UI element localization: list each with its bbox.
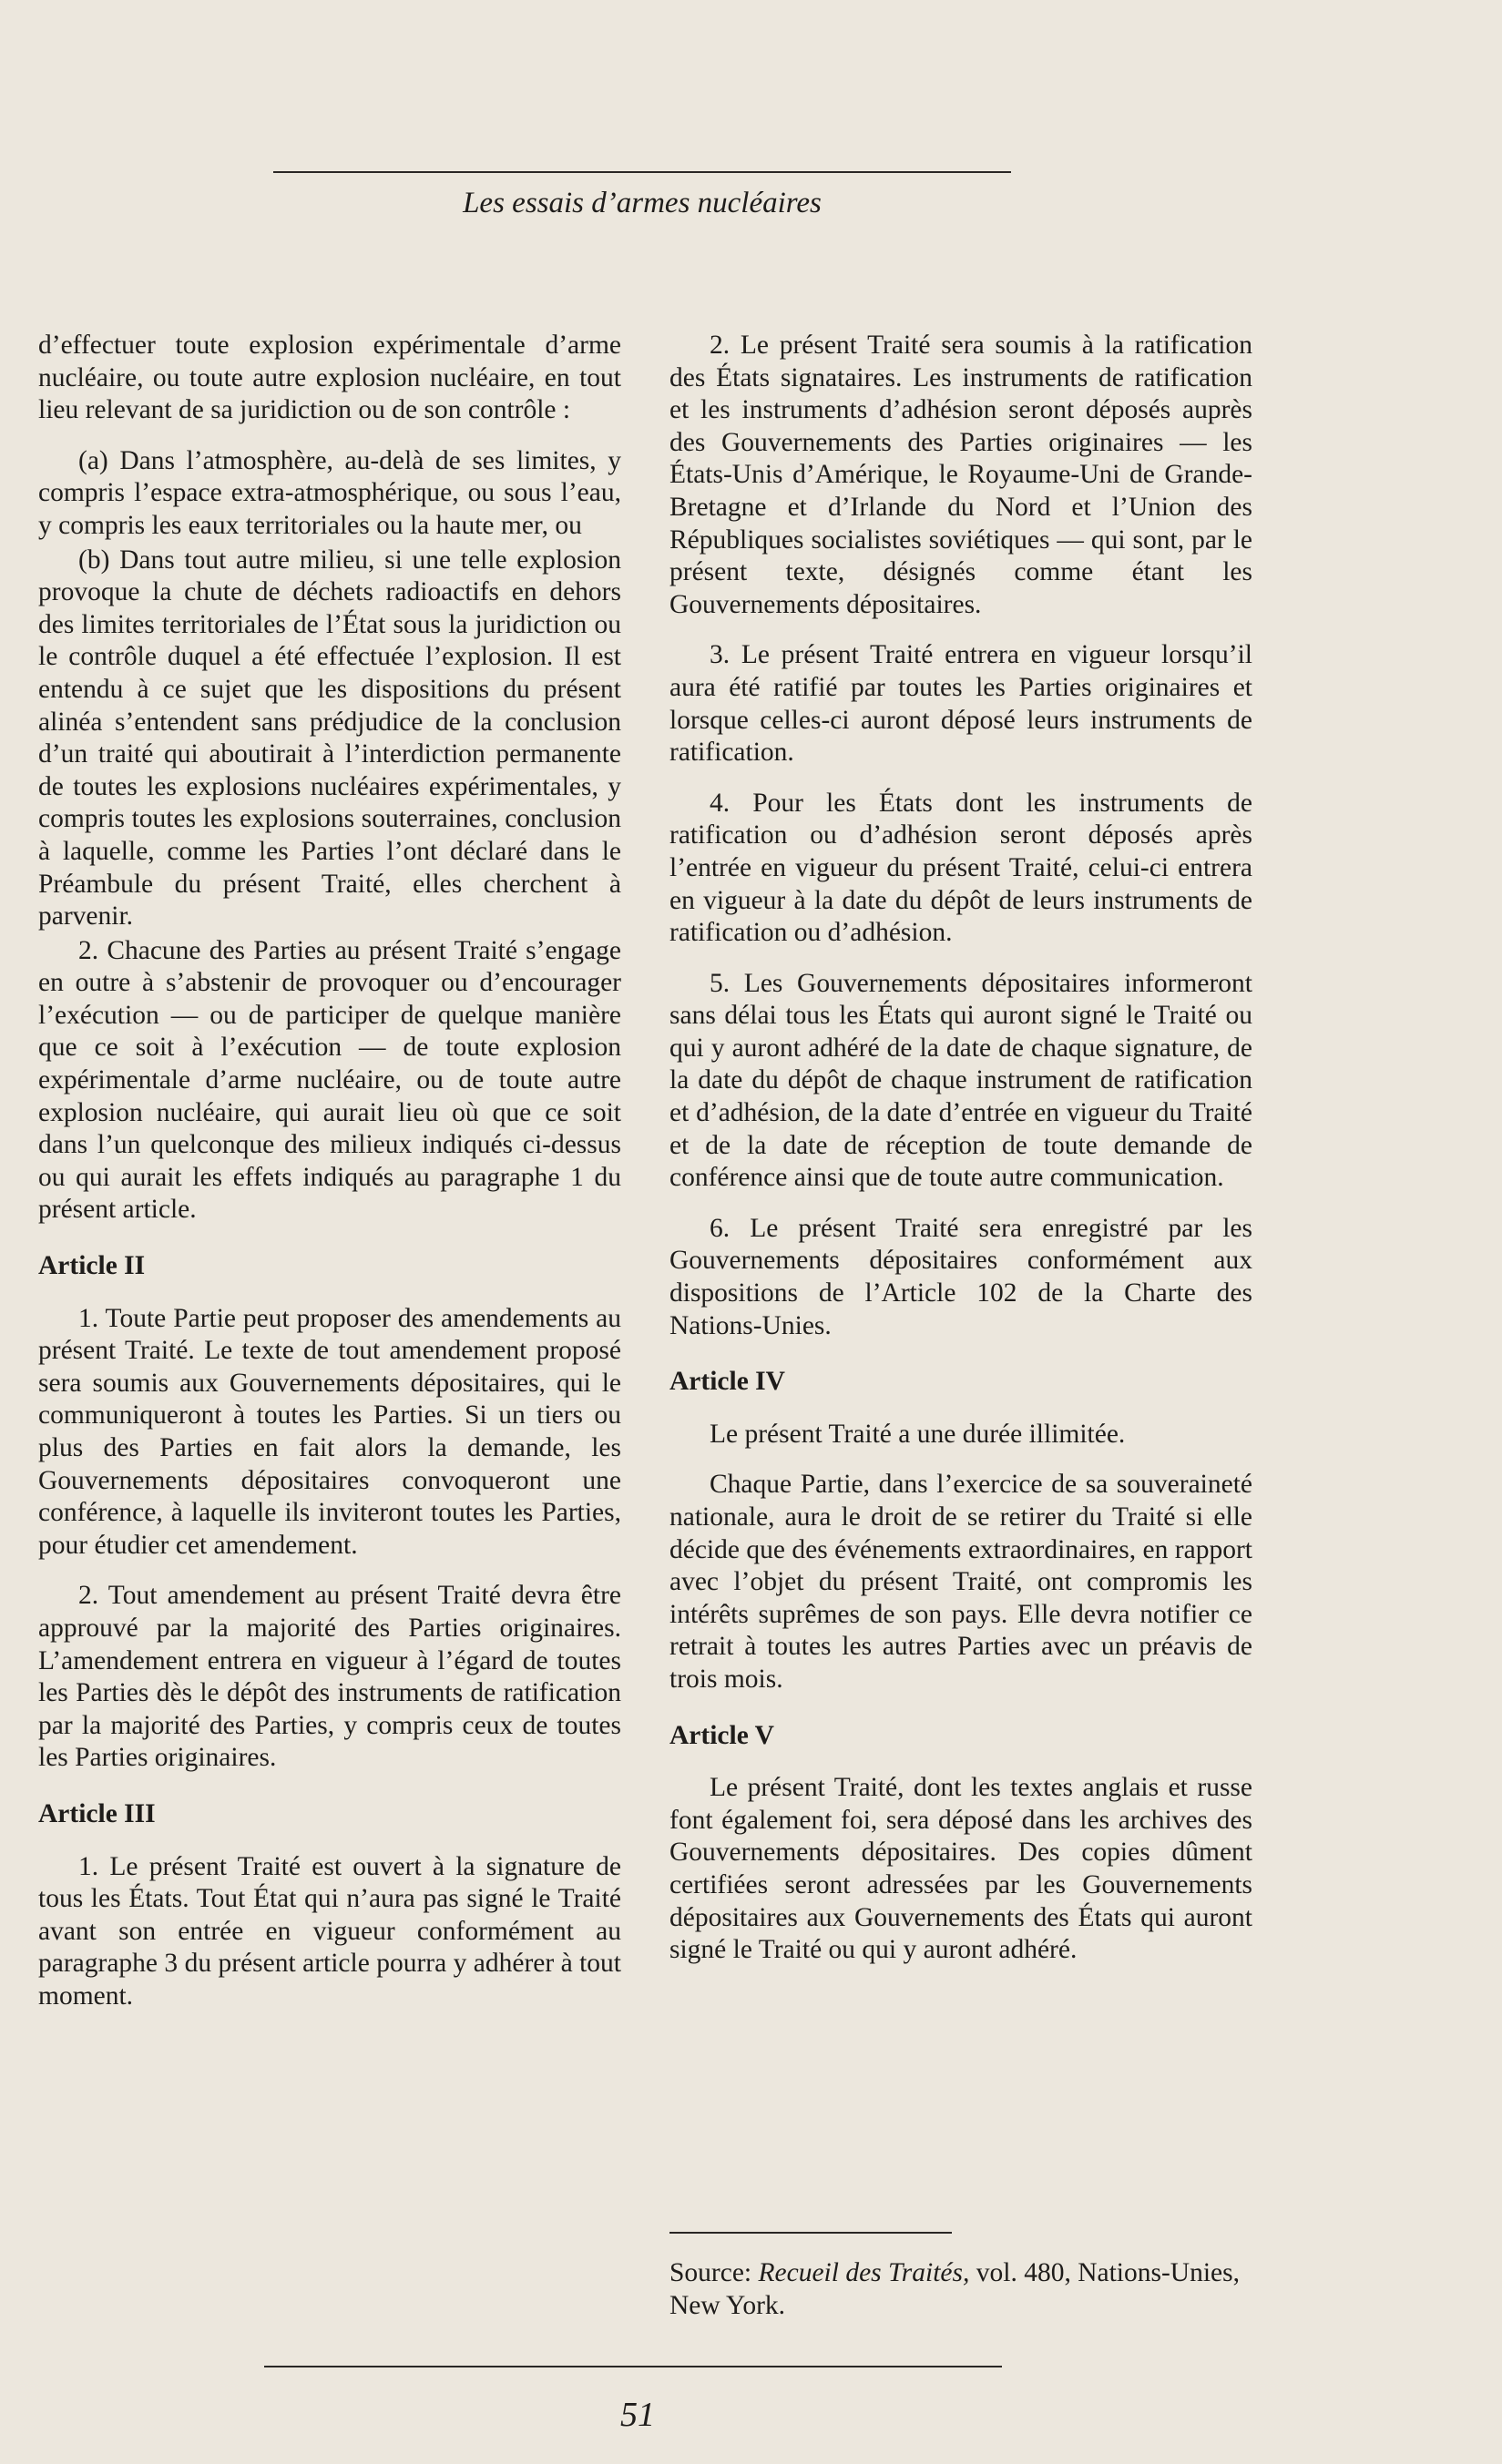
article-heading: Article II — [38, 1251, 146, 1281]
paragraph: 4. Pour les États dont les instruments de ratification ou d’adhésion seront déposés après l’entrée en vigueur du présent Traité, celui-ci entrera en vigueur à la date du dépôt de leurs instruments de ratification ou d’adhésion. — [669, 788, 1252, 948]
header-rule — [273, 171, 1011, 173]
footnote-rule — [669, 2232, 952, 2234]
paragraph: 1. Le présent Traité est ouvert à la signature de tous les États. Tout État qui n’aura pas signé le Traité avant son entrée en vigueur conformément au paragraphe 3 du présent article pourra y adhérer à tout moment. — [38, 1851, 621, 2011]
paragraph: 3. Le présent Traité entrera en vigueur lorsqu’il aura été ratifié par toutes les Parties originaires et lorsque celles-ci auront déposé leurs instruments de ratification. — [669, 640, 1252, 768]
paragraph: Chaque Partie, dans l’exercice de sa souveraineté nationale, aura le droit de se retirer du Traité si elle décide que des événements extraordinaires, en rapport avec l’objet du présent Traité, ont compromis les intérêts suprêmes de son pays. Elle devra notifier ce retrait à toutes les autres Parties avec un préavis de trois mois. — [669, 1470, 1252, 1694]
paragraph: (b) Dans tout autre milieu, si une telle explosion provoque la chute de déchets radioactifs en dehors des limites territoriales de l’État sous la juridiction ou le contrôle duquel a été effectuée l’explosion. Il est entendu à ce sujet que les dispositions du présent alinéa s’entendent sans prédjudice de la conclusion d’un traité qui aboutirait à l’interdiction permanente de toutes les explosions nucléaires expérimentales, y compris toutes les explosions souterraines, conclusion à laquelle, comme les Parties l’ont déclaré dans le Préambule du présent Traité, elles cherchent à parvenir. — [38, 545, 621, 932]
paragraph: 6. Le présent Traité sera enregistré par les Gouvernements dépositaires conformément aux dispositions de l’Article 102 de la Charte des Nations-Unies. — [669, 1213, 1252, 1340]
footer-rule — [264, 2366, 1002, 2367]
paragraph: (a) Dans l’atmosphère, au-delà de ses limites, y compris l’espace extra-atmosphérique, ou sous l’eau, y compris les eaux territoriales ou la haute mer, ou — [38, 445, 621, 540]
right-column — [669, 330, 1252, 1985]
source-label: Source: — [669, 2258, 752, 2287]
paragraph: 2. Le présent Traité sera soumis à la ratification des États signataires. Les instruments de ratification et les instruments d’adhésion seront déposés auprès des Gouvernements des Parties originaires — les États-Unis d’Amérique, le Royaume-Uni de Grande-Bretagne et d’Irlande du Nord et l’Union des Républiques socialistes soviétiques — qui sont, par le présent texte, désignés comme étant les Gouvernements dépositaires. — [669, 331, 1252, 619]
paragraph: 2. Chacune des Parties au présent Traité s’engage en outre à s’abstenir de provoquer ou d’encourager l’exécution — ou de participer de quelque manière que ce soit à l’exécution — de toute explosion expérimentale d’arme nucléaire, ou de toute autre explosion nucléaire, qui aurait lieu où que ce soit dans l’un quelconque des milieux indiqués ci-dessus ou qui aurait les effets indiqués au paragraphe 1 du présent article. — [38, 935, 621, 1225]
paragraph: 5. Les Gouvernements dépositaires informeront sans délai tous les États qui auront signé le Traité ou qui y auront adhéré de la date de chaque signature, de la date du dépôt de chaque instrument de ratification et d’adhésion, de la date d’entrée en vigueur du Traité et de la date de réception de toute demande de conférence ainsi que de toute autre communication. — [669, 968, 1252, 1193]
running-title: Les essais d’armes nucléaires — [463, 187, 822, 219]
article-heading: Article IV — [669, 1367, 785, 1397]
paragraph: d’effectuer toute explosion expérimentale d’arme nucléaire, ou toute autre explosion nucléaire, en tout lieu relevant de sa juridiction ou de son contrôle : — [38, 331, 621, 425]
source-title: Recueil des Traités, — [758, 2258, 970, 2287]
article-heading: Article V — [669, 1720, 774, 1750]
paragraph: 2. Tout amendement au présent Traité devra être approuvé par la majorité des Parties originaires. L’amendement entrera en vigueur à l’égard de toutes les Parties dès le dépôt des instruments de ratification par la majorité des Parties, y compris ceux de toutes les Parties originaires. — [38, 1581, 621, 1773]
article-heading: Article III — [38, 1798, 156, 1828]
paragraph: Le présent Traité, dont les textes anglais et russe font également foi, sera déposé dans les archives des Gouvernements dépositaires. Des copies dûment certifiées seront adressées par les Gouvernements dépositaires aux Gouvernements des États qui auront signé le Traité ou qui y auront adhéré. — [669, 1773, 1252, 1965]
page-number: 51 — [620, 2396, 655, 2434]
left-column — [38, 330, 621, 2031]
paragraph: 1. Toute Partie peut proposer des amendements au présent Traité. Le texte de tout amendement proposé sera soumis aux Gouvernements dépositaires, qui le communiqueront à toutes les Parties. Si un tiers ou plus des Parties en fait alors la demande, les Gouvernements dépositaires convoqueront une conférence, à laquelle ils inviteront toutes les Parties, pour étudier cet amendement. — [38, 1303, 621, 1560]
paragraph: Le présent Traité a une durée illimitée. — [710, 1419, 1126, 1449]
source-note — [669, 2256, 1252, 2322]
source-details: vol. 480, Nations-Unies, New York. — [669, 2258, 1240, 2320]
